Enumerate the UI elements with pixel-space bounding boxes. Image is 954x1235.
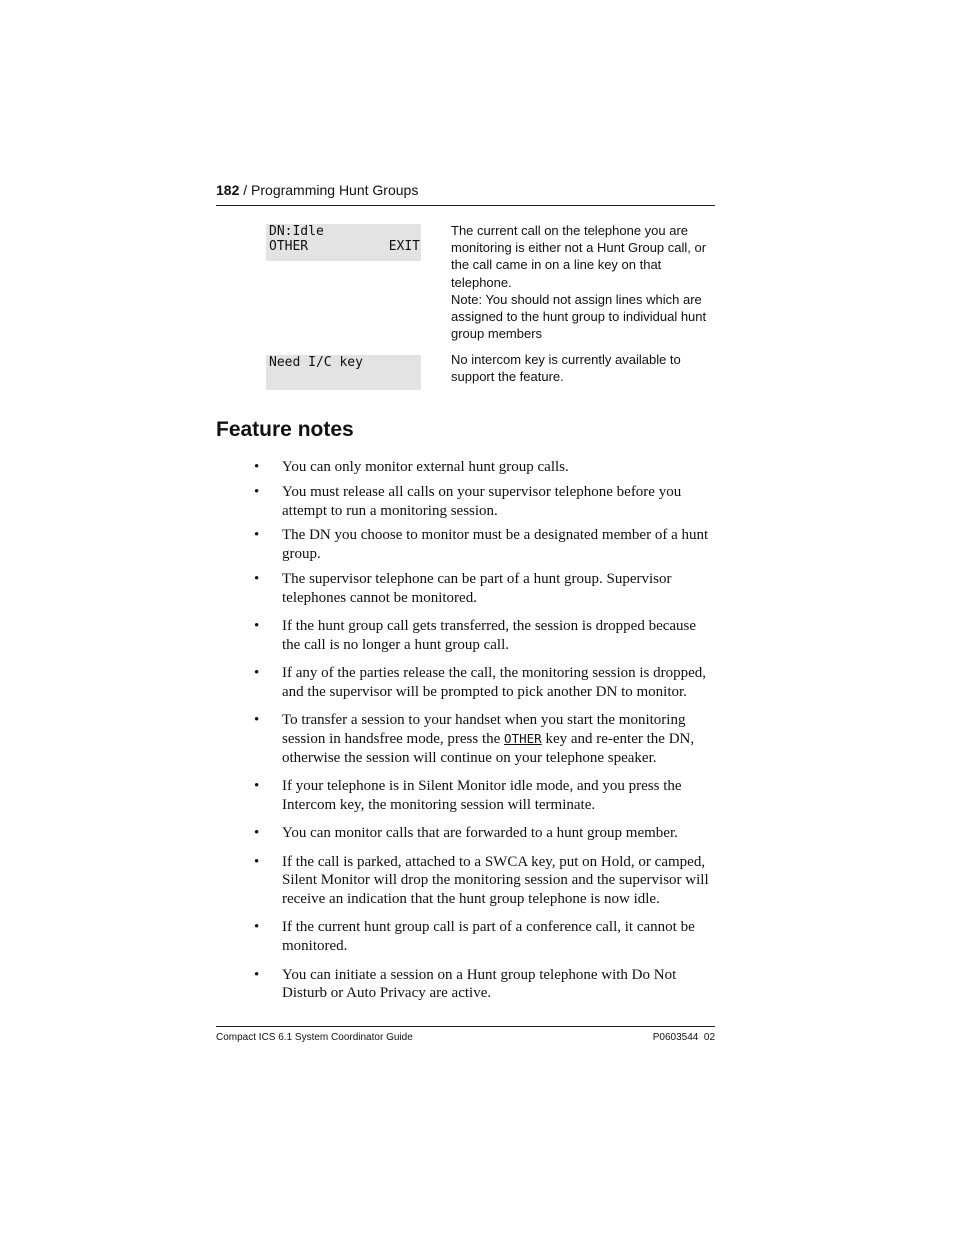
list-item [254,526,716,564]
display-text: Need I/C key [269,355,363,370]
display-line-1 [266,224,421,239]
section-heading: Feature notes [216,418,354,441]
list-item [254,966,716,1004]
bullet-icon: • [254,618,260,635]
display-text: DN:Idle [269,224,324,239]
list-item [254,458,716,477]
list-item [254,711,716,767]
list-item-text [282,712,694,766]
list-item [254,617,716,655]
display-line-2 [266,239,421,254]
description-text: The current call on the telephone you are monitoring is either not a Hunt Group call, or the call came in on a line key on that telephone. [451,223,707,290]
display-softkey-other: OTHER [269,239,309,254]
description-text: No intercom key is currently available to support the feature. [451,352,681,385]
header-separator: / [239,182,252,198]
page-footer [216,1026,715,1044]
bullet-icon: • [254,665,260,682]
bullet-icon: • [254,919,260,936]
list-item-text: You can only monitor external hunt group calls. [282,459,569,475]
list-item-text: If the current hunt group call is part of a conference call, it cannot be monitored. [282,919,695,955]
header-section-title: Programming Hunt Groups [251,182,419,198]
bullet-icon: • [254,966,260,983]
display-description [451,351,716,385]
bullet-icon: • [254,778,260,795]
list-item-text: If any of the parties release the call, the monitoring session is dropped, and the supervisor will be prompted to pick another DN to monitor. [282,665,707,700]
bullet-icon: • [254,459,260,475]
bullet-icon: • [254,483,260,500]
display-line-1 [266,355,421,370]
list-item-text: You can monitor calls that are forwarded to a hunt group member. [282,825,678,842]
display-softkey-exit: EXIT [388,239,420,254]
bullet-icon: • [254,712,260,729]
display-description [451,222,716,342]
list-item-text: If the hunt group call gets transferred, the session is dropped because the call is no longer a hunt group call. [282,618,697,653]
bullet-icon: • [254,527,260,544]
page-number: 182 [216,182,240,198]
list-item-text: The supervisor telephone can be part of a hunt group. Supervisor telephones cannot be monitored. [282,570,672,606]
page-header [216,180,715,206]
display-screen-dn-idle [266,224,421,261]
list-item [254,824,716,843]
list-item-text: You can initiate a session on a Hunt group telephone with Do Not Disturb or Auto Privacy are active. [282,966,677,1002]
list-item [254,570,716,608]
footer-guide-title: Compact ICS 6.1 System Coordinator Guide [216,1032,413,1043]
bullet-icon: • [254,570,260,587]
list-item-text: The DN you choose to monitor must be a designated member of a hunt group. [282,527,709,563]
feature-notes-list [254,458,716,1009]
display-screen-need-ic-key [266,355,421,390]
other-key-label: OTHER [504,731,542,747]
footer-document-number: P0603544 02 [652,1032,715,1043]
list-item [254,853,716,909]
list-item [254,777,716,815]
bullet-icon: • [254,853,260,870]
list-item [254,483,716,521]
list-item-text-part: To transfer a session to your handset when you start the monitoring session in handsfree mode, press the [282,712,686,748]
list-item [254,918,716,956]
list-item-text: You must release all calls on your supervisor telephone before you attempt to run a monitoring session. [282,483,682,519]
bullet-icon: • [254,825,260,842]
description-note: Note: You should not assign lines which are assigned to the hunt group to individual hunt group members [451,291,707,342]
list-item-text: If the call is parked, attached to a SWCA key, put on Hold, or camped, Silent Monitor will drop the monitoring session and the supervisor will receive an indication that the hunt group telephone is now idle. [282,853,709,908]
list-item-text-part: key and re-enter the DN, otherwise the session will continue on your telephone speaker. [282,731,695,766]
list-item [254,664,716,702]
list-item-text: If your telephone is in Silent Monitor idle mode, and you press the Intercom key, the monitoring session will terminate. [282,778,682,813]
